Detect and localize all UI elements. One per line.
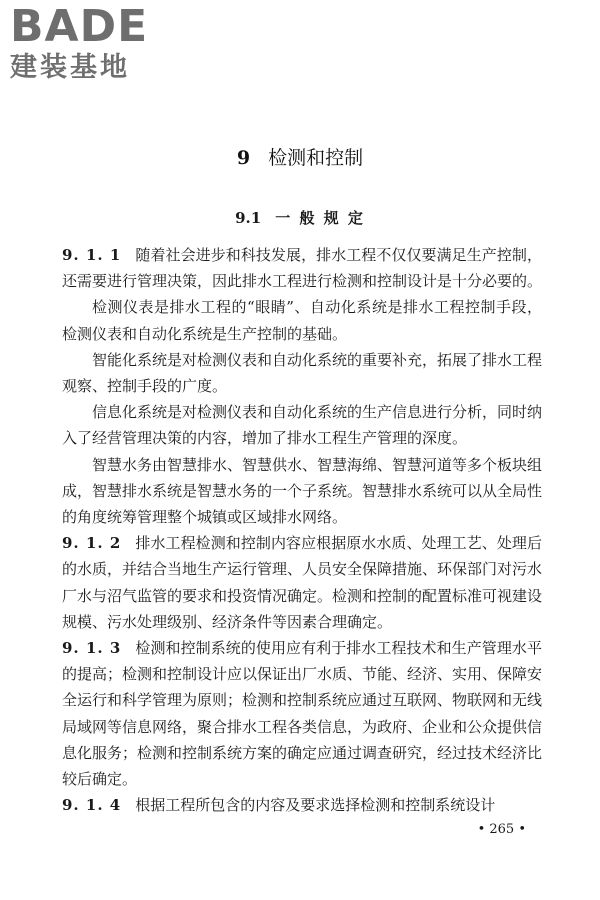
clause-paragraph bbox=[62, 635, 542, 792]
clause-number: 9. 1. 1 bbox=[62, 246, 122, 264]
logo-brand: BADE bbox=[10, 1, 149, 52]
section-heading bbox=[0, 207, 600, 228]
paragraph bbox=[62, 294, 542, 346]
paragraph-text: 信息化系统是对检测仪表和自动化系统的生产信息进行分析，同时纳入了经营管理决策的内容，增加了排水工程生产管理的深度。 bbox=[62, 403, 543, 448]
page-number: • 265 • bbox=[477, 822, 526, 837]
chapter-title: 检测和控制 bbox=[268, 147, 364, 169]
chapter-number: 9 bbox=[236, 147, 251, 169]
paragraph-text: 检测和控制系统的使用应有利于排水工程技术和生产管理水平的提高；检测和控制设计应以保证出厂水质、节能、经济、实用、保障安全运行和科学管理为原则；检测和控制系统应通过互联网、物联网和无线局域网等信息网络，聚合排水工程各类信息，为政府、企业和公众提供信息化服务；检测和控制系统方案的确定应通过调查研究，经过技术经济比较后确定。 bbox=[62, 639, 543, 789]
paragraph-text: 根据工程所包含的内容及要求选择检测和控制系统设计 bbox=[135, 796, 496, 815]
clause-paragraph bbox=[62, 792, 542, 818]
paragraph-text: 检测仪表是排水工程的“眼睛”、自动化系统是排水工程控制手段，检测仪表和自动化系统是生产控制的基础。 bbox=[62, 298, 542, 343]
paragraph-text: 随着社会进步和科技发展，排水工程不仅仅要满足生产控制，还需要进行管理决策，因此排水工程进行检测和控制设计是十分必要的。 bbox=[62, 246, 543, 291]
clause-number: 9. 1. 3 bbox=[62, 639, 122, 658]
paragraph-text: 排水工程检测和控制内容应根据原水水质、处理工艺、处理后的水质，并结合当地生产运行管理、人员安全保障措施、环保部门对污水厂水与沼气监管的要求和投资情况确定。检测和控制的配置标准可视建设规模、污水处理级别、经济条件等因素合理确定。 bbox=[62, 534, 543, 631]
chapter-heading bbox=[0, 143, 600, 170]
logo-subtitle: 建装基地 bbox=[10, 52, 130, 83]
body-text bbox=[62, 242, 542, 818]
section-number: 9.1 bbox=[235, 209, 262, 227]
clause-paragraph bbox=[62, 530, 542, 635]
section-title: 一 般 规 定 bbox=[275, 209, 365, 227]
paragraph bbox=[62, 452, 542, 531]
clause-number: 9. 1. 4 bbox=[62, 796, 122, 815]
logo bbox=[10, 1, 180, 84]
paragraph bbox=[62, 347, 542, 399]
clause-paragraph bbox=[62, 242, 542, 294]
paragraph-text: 智能化系统是对检测仪表和自动化系统的重要补充，拓展了排水工程观察、控制手段的广度。 bbox=[62, 350, 543, 396]
paragraph bbox=[62, 399, 542, 451]
paragraph-text: 智慧水务由智慧排水、智慧供水、智慧海绵、智慧河道等多个板块组成，智慧排水系统是智慧水务的一个子系统。智慧排水系统可以从全局性的角度统筹管理整个城镇或区域排水网络。 bbox=[62, 455, 543, 527]
clause-number: 9. 1. 2 bbox=[62, 534, 122, 553]
